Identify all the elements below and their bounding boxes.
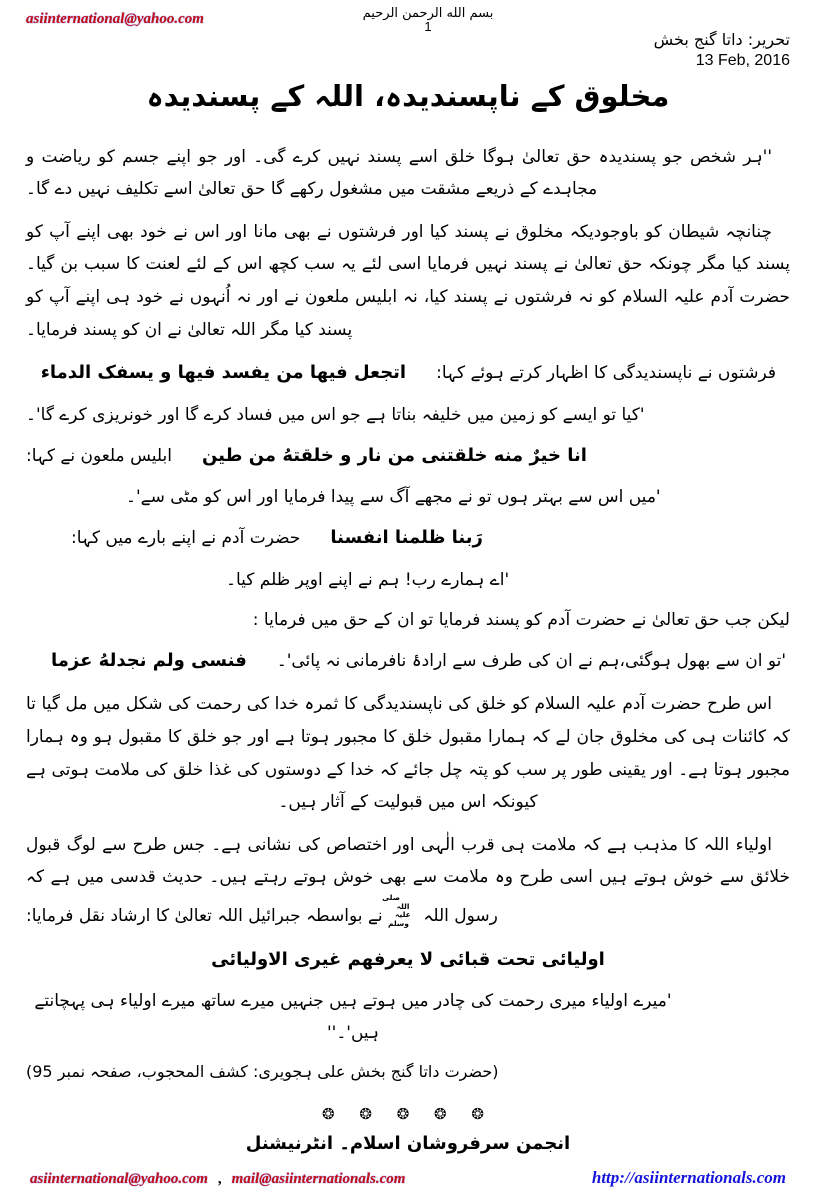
- quote-2-arabic: انا خیرٌ منه خلقتنی من نار و خلقتهُ من طین: [201, 444, 587, 466]
- quote-1-translation: 'کیا تو ایسے کو زمین میں خلیفہ بناتا ہے جو اس میں فساد کرے گا اور خونریزی کرے گا'۔: [26, 404, 645, 425]
- footer-email-2-link[interactable]: mail@asiinternationals.com: [231, 1171, 406, 1187]
- quote-5-translation: 'میرے اولیاء میری رحمت کی چادر میں ہوتے ہیں جنہیں میرے ساتھ میرے اولیاء ہی پہچانتے ہیں'۔'': [34, 990, 672, 1044]
- quote-4-translation: 'تو ان سے بھول ہوگئی،ہم نے ان کی طرف سے ارادۂ نافرمانی نہ پائی'۔: [276, 651, 787, 672]
- quote-3-row: [26, 521, 790, 555]
- source-citation: (حضرت داتا گنج بخش علی ہجویری: کشف المحجوب، صفحہ نمبر 95): [26, 1062, 499, 1082]
- quote-2-translation: 'میں اس سے بہتر ہوں تو نے مجھے آگ سے پیدا فرمایا اور اس کو مٹی سے'۔: [126, 487, 661, 508]
- website-link[interactable]: http://asiinternationals.com: [591, 1168, 786, 1187]
- quote-2-intro: ابلیس ملعون نے کہا:: [26, 445, 172, 466]
- page-footer: [26, 1168, 790, 1188]
- header-left: [26, 6, 256, 28]
- bismillah-text: بسم الله الرحمن الرحيم: [362, 6, 494, 21]
- header-right: [600, 6, 790, 70]
- footer-emails: [30, 1171, 405, 1188]
- bottom-section: [26, 1105, 790, 1188]
- paragraph-5-text-2: نے بواسطہ جبرائیل اللہ تعالیٰ کا ارشاد نقل فرمایا:: [26, 905, 383, 926]
- quote-3-intro: حضرت آدم نے اپنے بارے میں کہا:: [71, 528, 301, 549]
- date-text: 13 Feb, 2016: [695, 52, 790, 69]
- quote-3-translation: 'اے ہمارے رب! ہم نے اپنے اوپر ظلم کیا۔: [226, 569, 510, 590]
- quote-1-arabic: اتجعل فيها من يفسد فيها و يسفک الدماء: [40, 362, 407, 384]
- quote-4-row: [26, 644, 790, 678]
- paragraph-4: اس طرح حضرت آدم علیہ السلام کو خلق کی ناپسندیدگی کا ثمرہ خدا کی رحمت کی شکل میں مل گیا تا کہ کائنات ہی کی مخلوق جان لے کہ ہمارا مقبول خلق کا مجبور ہوتا ہے اور جو خلق کا مقبول ہو وہ ہمارا مجبور ہوتا ہے۔ اور یقینی طور پر سب کو پتہ چل جائے کہ خدا کے دوستوں کی غذا خلق کی ملامت ہوتی ہے کیونکہ اس میں قبولیت کے آثار ہیں۔: [26, 694, 790, 813]
- star-ornament-row: ❂ ❂ ❂ ❂ ❂: [322, 1105, 494, 1123]
- paragraph-5: [26, 829, 790, 933]
- paragraph-2: چنانچہ شیطان کو باوجودیکہ مخلوق نے پسند کیا اور فرشتوں نے بھی مانا اور اس نے خود بھی اپنے آپ کو پسند کیا مگر چونکہ حق تعالیٰ نے پسند نہیں فرمایا اسی لئے یہ سب کچھ اس کے لئے لعنت کا سبب بن گیا۔ حضرت آدم علیہ السلام کو نہ فرشتوں نے پسند کیا، نہ ابلیس ملعون نے اور نہ اُنہوں نے خود ہی اپنے آپ کو پسند کیا مگر اللہ تعالیٰ نے ان کو پسند فرمایا۔: [26, 221, 790, 340]
- quote-4-arabic: فنسی ولم نجدلهُ عزما: [51, 650, 247, 672]
- quote-2-row: [26, 439, 790, 473]
- header-center: [256, 6, 600, 34]
- quote-5-arabic: اولیائی تحت قبائی لا یعرفهم غیری الاولیائی: [211, 948, 605, 970]
- page-number: 1: [424, 19, 432, 34]
- quote-1-intro: فرشتوں نے ناپسندیدگی کا اظہار کرتے ہوئے کہا:: [436, 363, 776, 384]
- footer-email-1-link[interactable]: asiinternational@yahoo.com: [30, 1171, 208, 1187]
- paragraph-1: ''ہر شخص جو پسندیدہ حق تعالیٰ ہوگا خلق اسے پسند نہیں کرے گی۔ اور جو اپنے جسم کو ریاضت و مجاہدے کے ذریعے مشقت میں مشغول رکھے گا حق تعالیٰ اسے تکلیف نہیں دے گا۔: [26, 146, 772, 200]
- page-title: مخلوق کے ناپسندیدہ، اللہ کے پسندیدہ: [146, 79, 670, 113]
- byline-text: تحریر: داتا گنج بخش: [653, 30, 790, 49]
- quote-3-arabic: رَبنا ظلمنا انفسنا: [330, 527, 483, 549]
- quote-1-row: [26, 356, 790, 390]
- paragraph-5-text-1: اولیاء اللہ کا مذہب ہے کہ ملامت ہی قرب الٰہی اور اختصاص کی نشانی ہے۔ جس طرح سے لوگ قبول خلائق سے خوش ہوتے ہیں اسی طرح وہ ملامت سے بھی خوش ہوتے رہتے ہیں۔ حدیث قدسی میں ہے کہ رسول اللہ: [26, 834, 790, 926]
- organization-name: انجمن سرفروشان اسلام۔ انٹرنیشنل: [245, 1133, 571, 1154]
- header-email-link[interactable]: asiinternational@yahoo.com: [26, 11, 204, 27]
- paragraph-3: لیکن جب حق تعالیٰ نے حضرت آدم کو پسند فرمایا تو ان کے حق میں فرمایا :: [252, 609, 790, 630]
- page-header: [26, 6, 790, 70]
- sallallahu-seal: صلی اللہ علیہ وسلم: [382, 893, 411, 928]
- footer-website: [592, 1168, 786, 1188]
- footer-separator: ,: [217, 1171, 222, 1187]
